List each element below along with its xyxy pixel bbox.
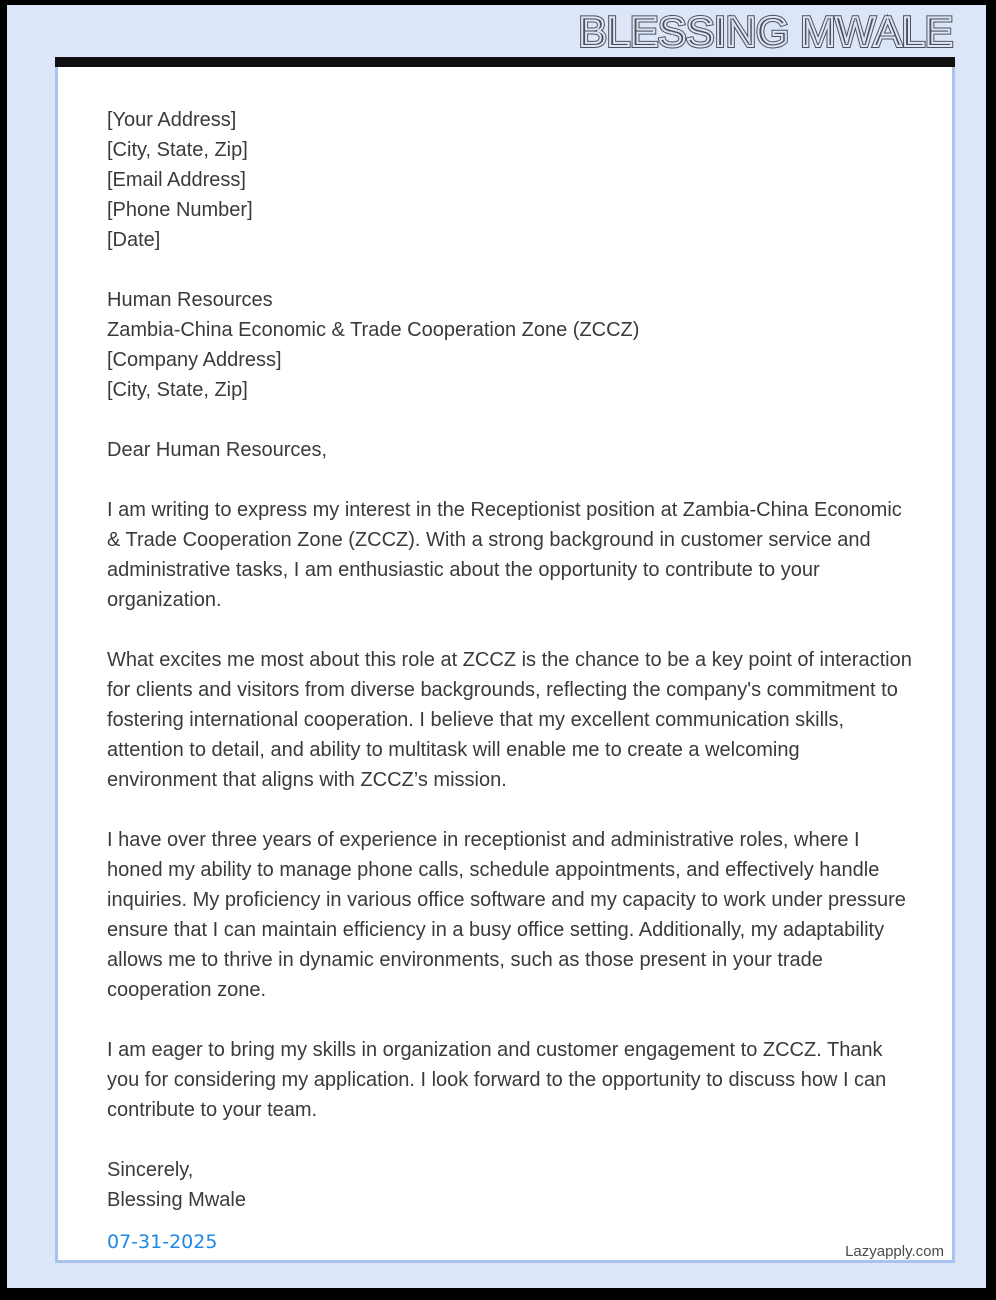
letter-date: 07-31-2025 (107, 1231, 218, 1253)
recipient-line: [Company Address] (107, 349, 282, 371)
letter-body (107, 105, 915, 1257)
sender-address-line: [Date] (107, 229, 161, 251)
letter-paragraph: What excites me most about this role at ZCCZ is the chance to be a key point of interaction for clients and visitors from diverse backgrounds, reflecting the company's commitment to fostering international cooperation. I believe that my excellent communication skills, attention to detail, and ability to multitask will enable me to create a welcoming environment that aligns with ZCCZ’s mission. (107, 649, 912, 791)
salutation (107, 435, 915, 465)
salutation-line: Dear Human Resources, (107, 439, 328, 461)
sender-address-line: [Your Address] (107, 109, 237, 131)
page-background (7, 5, 986, 1288)
recipient-address-block (107, 285, 915, 405)
sender-address-line: [City, State, Zip] (107, 139, 248, 161)
letterhead (55, 8, 953, 55)
letter-paragraph: I have over three years of experience in receptionist and administrative roles, where I honed my ability to manage phone calls, schedule appointments, and effectively handle inquiries. My proficiency in various office software and my capacity to work under pressure ensure that I can maintain efficiency in a busy office setting. Additionally, my adaptability allows me to thrive in dynamic environments, such as those present in your trade cooperation zone. (107, 829, 906, 1001)
sender-address-line: [Phone Number] (107, 199, 253, 221)
signature-block (107, 1155, 915, 1257)
recipient-line: [City, State, Zip] (107, 379, 248, 401)
lazyapply-watermark: Lazyapply.com (845, 1243, 944, 1260)
recipient-line: Human Resources (107, 289, 273, 311)
letter-paragraph: I am eager to bring my skills in organization and customer engagement to ZCCZ. Thank you for considering my application. I look forward to the opportunity to discuss how I can contribute to your team. (107, 1039, 887, 1121)
letter-paragraph: I am writing to express my interest in the Receptionist position at Zambia-China Economic & Trade Cooperation Zone (ZCCZ). With a strong background in customer service and administrative tasks, I am enthusiastic about the opportunity to contribute to your organization. (107, 499, 902, 611)
closing-line: Sincerely, (107, 1159, 194, 1181)
candidate-name-heading: BLESSING MWALE BLESSING MWALE (579, 11, 953, 53)
header-divider-rule (55, 57, 955, 67)
sender-address-line: [Email Address] (107, 169, 246, 191)
sender-address-block (107, 105, 915, 255)
cover-letter-page (55, 67, 955, 1263)
recipient-line: Zambia-China Economic & Trade Cooperation Zone (ZCCZ) (107, 319, 640, 341)
signature-name: Blessing Mwale (107, 1189, 246, 1211)
